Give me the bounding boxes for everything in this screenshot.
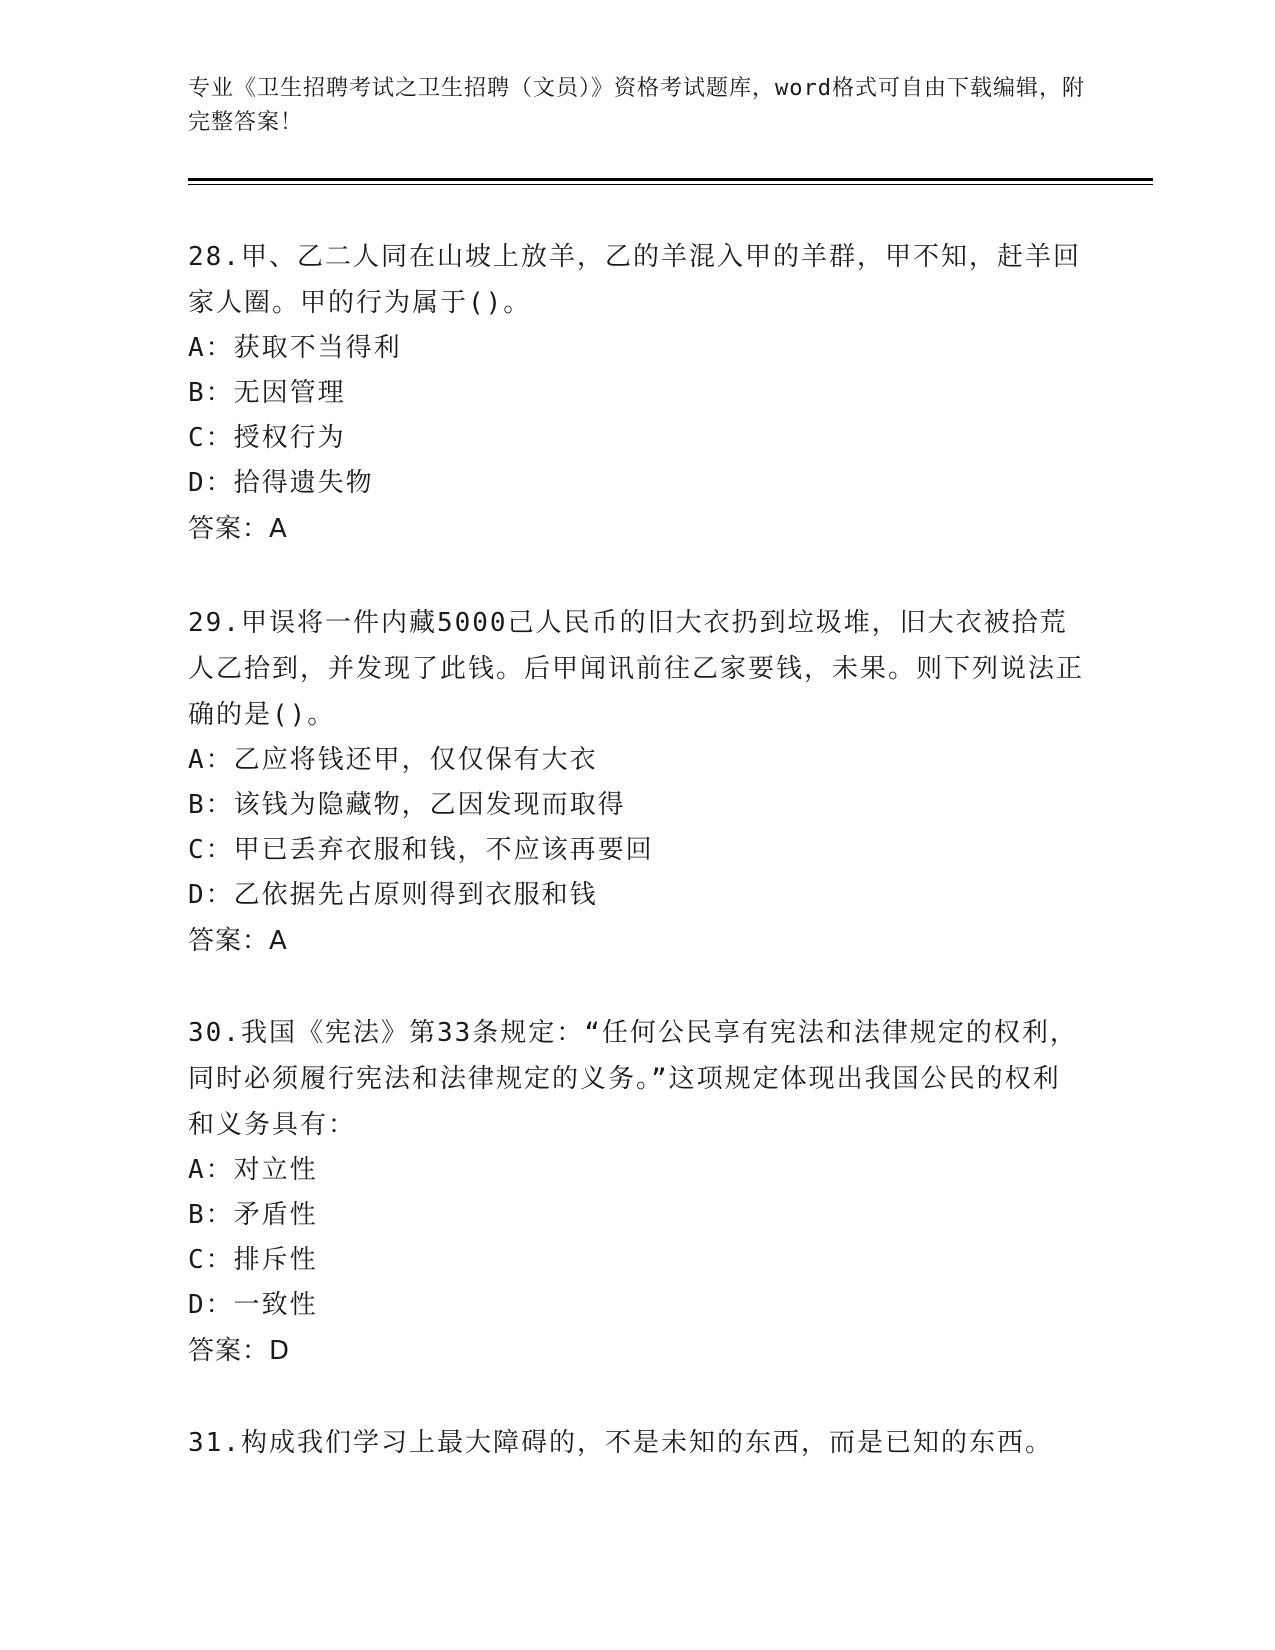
option-a: A：对立性 (188, 1155, 318, 1185)
option-d: D：乙依据先占原则得到衣服和钱 (188, 880, 598, 910)
question-29 (188, 600, 1088, 964)
question-28 (188, 234, 1088, 552)
option-a: A：获取不当得利 (188, 333, 402, 363)
option-d: D：一致性 (188, 1290, 318, 1320)
answer-line: 答案：D (188, 1336, 291, 1366)
question-30 (188, 1010, 1088, 1374)
question-31 (188, 1420, 1088, 1466)
header-divider-thick (188, 178, 1153, 181)
option-c: C：排斥性 (188, 1245, 318, 1275)
answer-line: 答案：A (188, 514, 288, 544)
question-text: 28.甲、乙二人同在山坡上放羊，乙的羊混入甲的羊群，甲不知，赶羊回家人圈。甲的行为属于()。 (188, 242, 1081, 318)
question-text: 31.构成我们学习上最大障碍的，不是未知的东西，而是已知的东西。 (188, 1428, 1053, 1458)
document-header: 专业《卫生招聘考试之卫生招聘（文员）》资格考试题库，word格式可自由下载编辑，附完整答案！ (188, 76, 1085, 135)
answer-line: 答案：A (188, 926, 288, 956)
option-a: A：乙应将钱还甲，仅仅保有大衣 (188, 745, 598, 775)
option-d: D：拾得遗失物 (188, 468, 374, 498)
question-text: 30.我国《宪法》第33条规定：“任何公民享有宪法和法律规定的权利，同时必须履行宪法和法律规定的义务。”这项规定体现出我国公民的权利和义务具有： (188, 1018, 1078, 1140)
header-divider-thin (188, 184, 1153, 185)
option-b: B：无因管理 (188, 378, 346, 408)
option-c: C：授权行为 (188, 423, 346, 453)
question-text: 29.甲误将一件内藏5000己人民币的旧大衣扔到垃圾堆，旧大衣被拾荒人乙拾到，并发现了此钱。后甲闻讯前往乙家要钱，未果。则下列说法正确的是()。 (188, 608, 1085, 730)
option-b: B：该钱为隐藏物，乙因发现而取得 (188, 790, 626, 820)
option-c: C：甲已丢弃衣服和钱，不应该再要回 (188, 835, 654, 865)
option-b: B：矛盾性 (188, 1200, 318, 1230)
